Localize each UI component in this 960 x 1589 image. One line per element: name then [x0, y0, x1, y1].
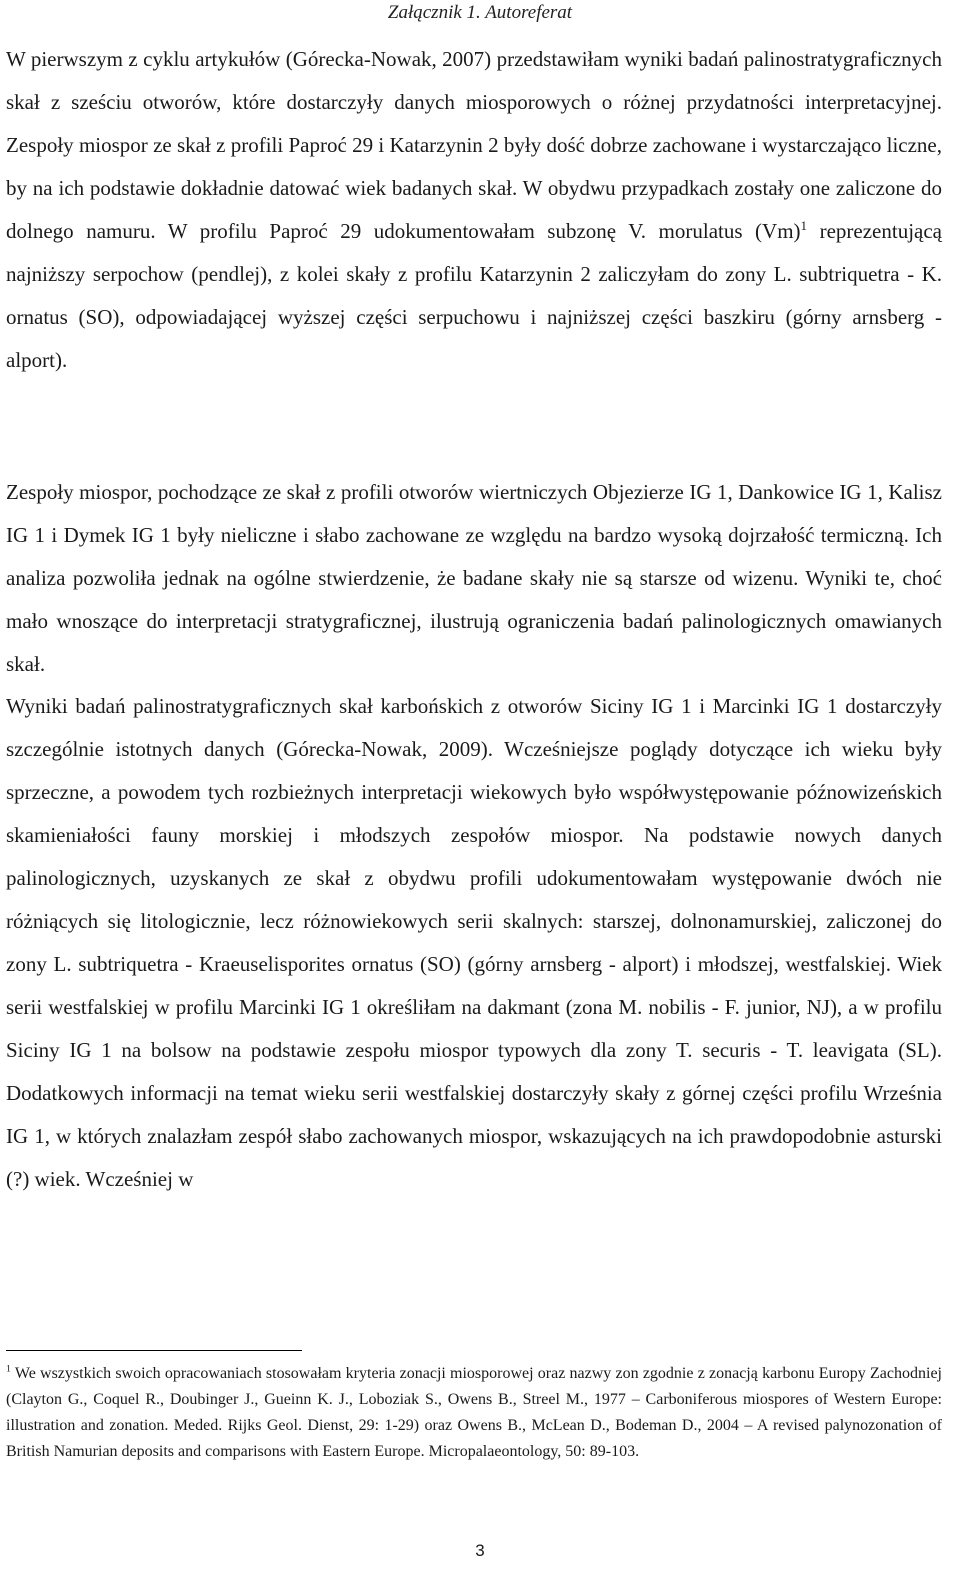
page-header: Załącznik 1. Autoreferat [387, 2, 573, 23]
paragraph-1 [6, 38, 942, 382]
footnote-text: We wszystkich swoich opracowaniach stosowałam kryteria zonacji miosporowej oraz nazwy zon zgodnie z zonacją karbonu Europy Zachodniej (Clayton G., Coquel R., Doubinger J., Gueinn K. J., Loboziak S., Owens B., Streel M., 1977 – Carboniferous miospores of Western Europe: illustration and zonation. Meded. Rijks Geol. Dienst, 29: 1-29) oraz Owens B., McLean D., Bodeman D., 2004 – A revised palynozonation of British Namurian deposits and comparisons with Eastern Europe. Micropalaeontology, 50: 89-103. [6, 1365, 942, 1460]
footnote [6, 1361, 942, 1465]
footnote-separator [6, 1350, 302, 1351]
paragraph-3: Wyniki badań palinostratygraficznych skał karbońskich z otworów Siciny IG 1 i Marcinki IG 1 dostarczyły szczególnie istotnych danych (Górecka-Nowak, 2009). Wcześniejsze poglądy dotyczące ich wieku były sprzeczne, a powodem tych rozbieżnych interpretacji wiekowych było współwystępowanie późnowizeńskich skamieniałości fauny morskiej i młodszych zespołów miospor. Na podstawie nowych danych palinologicznych, uzyskanych ze skał z obydwu profili udokumentowałam występowanie dwóch nie różniących się litologicznie, lecz różnowiekowych serii skalnych: starszej, dolnonamurskiej, zaliczonej do zony L. subtriquetra - Kraeuselisporites ornatus (SO) (górny arnsberg - alport) i młodszej, westfalskiej. Wiek serii westfalskiej w profilu Marcinki IG 1 określiłam na dakmant (zona M. nobilis - F. junior, NJ), a w profilu Siciny IG 1 na bolsow na podstawie zespołu miospor typowych dla zony T. securis - T. leavigata (SL). Dodatkowych informacji na temat wieku serii westfalskiej dostarczyły skały z górnej części profilu Września IG 1, w których znalazłam zespół słabo zachowanych miospor, wskazujących na ich prawdopodobnie asturski (?) wiek. Wcześniej w [6, 694, 942, 1191]
paragraph-2: Zespoły miospor, pochodzące ze skał z profili otworów wiertniczych Objezierze IG 1, Dankowice IG 1, Kalisz IG 1 i Dymek IG 1 były nieliczne i słabo zachowane ze względu na bardzo wysoką dojrzałość termiczną. Ich analiza pozwoliła jednak na ogólne stwierdzenie, że badane skały nie są starsze od wizenu. Wyniki te, choć mało wnoszące do interpretacji stratygraficznej, ilustrują ograniczenia badań palinologicznych omawianych skał. [6, 480, 942, 676]
paragraph-1-text-a: W pierwszym z cyklu artykułów (Górecka-Nowak, 2007) przedstawiłam wyniki badań palinostratygraficznych skał z sześciu otworów, które dostarczyły danych miosporowych o różnej przydatności interpretacyjnej. Zespoły miospor ze skał z profili Paproć 29 i Katarzynin 2 były dość dobrze zachowane i wystarczająco liczne, by na ich podstawie dokładnie datować wiek badanych skał. W obydwu przypadkach zostały one zaliczone do dolnego namuru. W profilu Paproć 29 udokumentowałam subzonę V. morulatus (Vm) [6, 47, 942, 243]
paragraph-1-text-b: reprezentującą najniższy serpochow (pendlej), z kolei skały z profilu Katarzynin 2 zaliczyłam do zony L. subtriquetra - K. ornatus (SO), odpowiadającej wyższej części serpuchowu i najniższej części baszkiru (górny arnsberg - alport). [6, 219, 943, 372]
footnote-marker: 1 [6, 1363, 11, 1375]
page-number: 3 [475, 1541, 485, 1560]
footnote-reference: 1 [800, 218, 808, 233]
